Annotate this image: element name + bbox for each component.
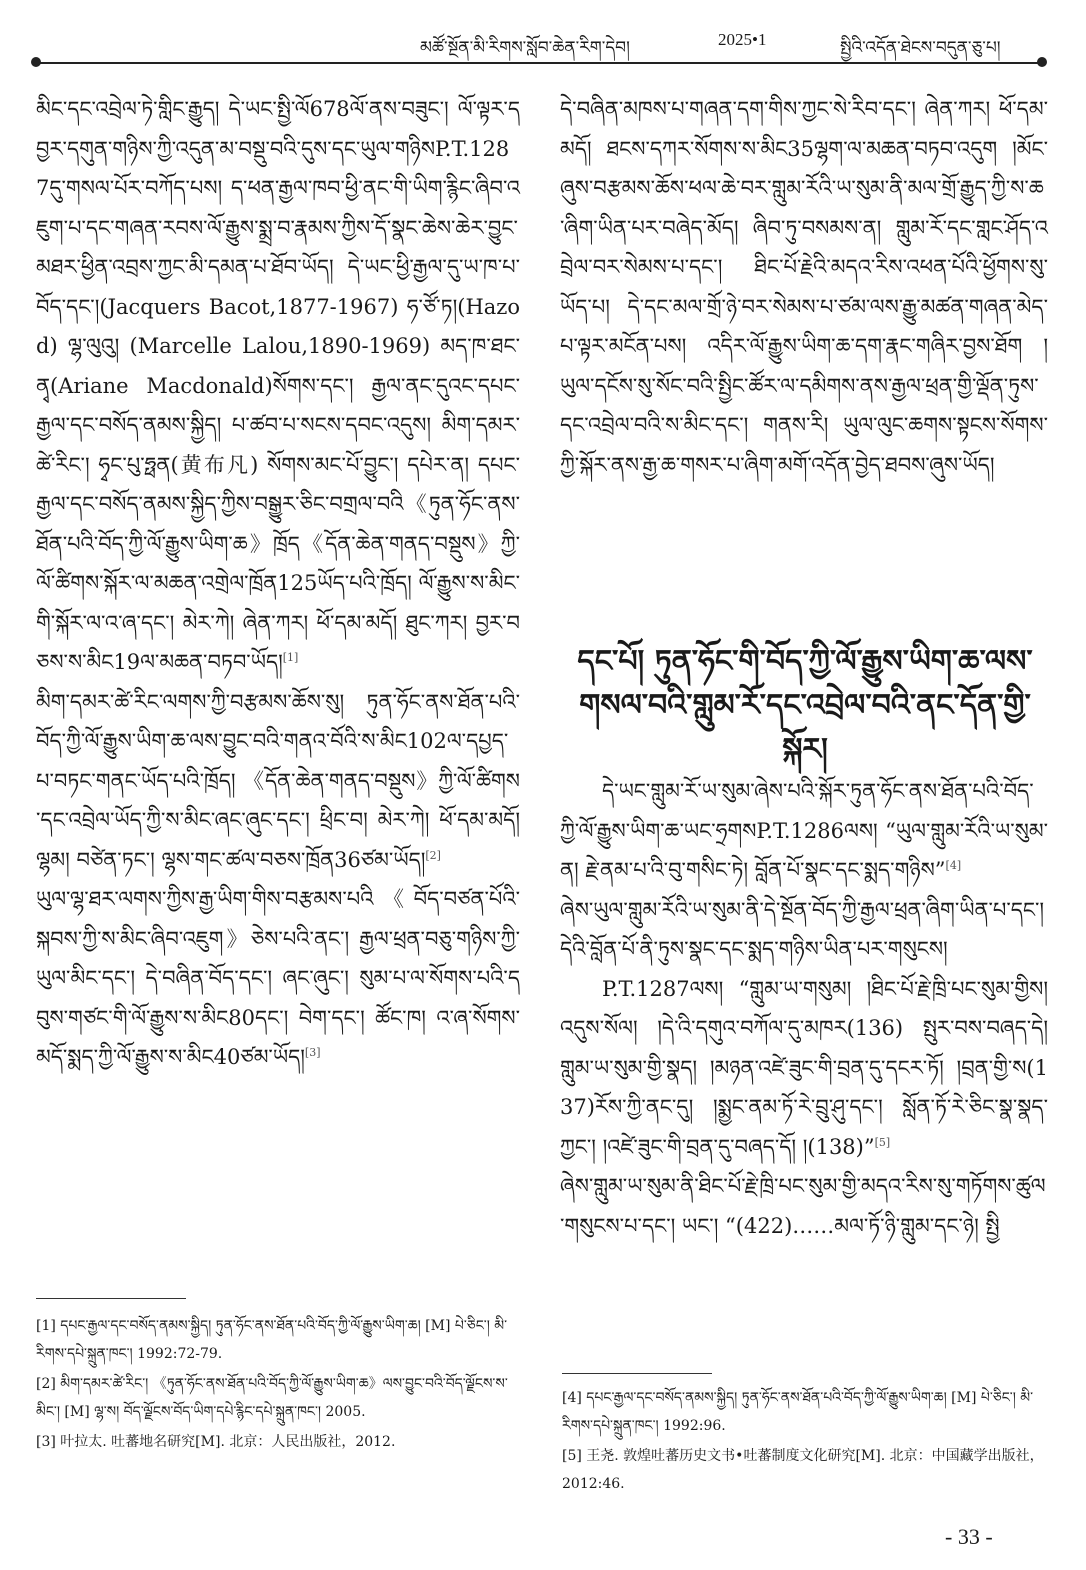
left-column [36, 90, 520, 1078]
footnote-ref: [3] [304, 1046, 321, 1059]
footnote-ref: [4] [945, 859, 962, 872]
paragraph: མིང་དང་འབྲེལ་ཏེ་གླིང་རྒྱུད། དེ་ཡང་སྤྱི་ལོ678ལོ་ནས་བཟུང་། ལོ་ལྟར་དབྱར་དགུན་གཉིས་ཀྱི་འདུན་མ་བསྡུ་བའི་དུས་དང་ཡུལ་གཉིསP.T.1287དུ་གསལ་པོར་བཀོད་པས། ད་ཕན་རྒྱལ་ཁབ་ཕྱི་ནང་གི་ཡིག་རྙིང་ཞིབ་འཇུག་པ་དང་གཞན་རབས་ལོ་རྒྱུས་སྨྲ་བ་རྣམས་ཀྱིས་དོ་སྣང་ཆེས་ཆེར་བྱུང་མཐར་ཕྱིན་འབྲས་ཀྱང་མི་དམན་པ་ཐོབ་ཡོད། དེ་ཡང་ཕྱི་རྒྱལ་དུ་ཡ་ཁ་པ་བོད་དང་།(Jacquers Bacot,1877-1967) ཧ་ཙོ་ཏ།(Hazod) ལྷ་ལུའུ། (Marcelle Lalou,1890-1969) མད་ཁ་ཐང་ནྭ(Ariane Macdonald)སོགས་དང་། རྒྱལ་ནང་དུའང་དཔང་རྒྱལ་དང་བསོད་ནམས་སྐྱིད། པ་ཚབ་པ་སངས་དབང་འདུས། མིག་དམར་ཚེ་རིང་། ཧྭང་པུ་ཧྥན(黄布凡) སོགས་མང་པོ་བྱུང་། དཔེར་ན། དཔང་རྒྱལ་དང་བསོད་ནམས་སྐྱིད་ཀྱིས་བསྒྱུར་ཅིང་བགྲལ་བའི《ཏུན་ཧོང་ནས་ཐོན་པའི་བོད་ཀྱི་ལོ་རྒྱུས་ཡིག་ཆ》ཁྲོད《དོན་ཆེན་གནད་བསྡུས》ཀྱི་ལོ་ཚིགས་སྐོར་ལ་མཆན་འགྲེལ་ཁྲོན125ཡོད་པའི་ཁྲོད། ལོ་རྒྱུས་ས་མིང་གི་སྐོར་ལ་འ་ཞ་དང་། མེར་ཀེ། ཞེན་ཀར། ཕོ་དམ་མདོ། ཐུང་ཀར། བྱར་བཅས་ས་མིང19ལ་མཆན་བཏབ་ཡོད། [36, 97, 520, 674]
footnote: [4] དཔང་རྒྱལ་དང་བསོད་ནམས་སྐྱིད། ཏུན་ཧོང་ནས་ཐོན་པའི་བོད་ཀྱི་ལོ་རྒྱུས་ཡིག་ཆ། [M] པེ་ཅིང་། མི་རིགས་དཔེ་སྐྲུན་ཁང་། 1992:96. [562, 1390, 1034, 1434]
paragraph: དེ་ཡང་གླུམ་རོ་ཡ་སུམ་ཞེས་པའི་སྐོར་ཏུན་ཧོང་ནས་ཐོན་པའི་བོད་ཀྱི་ལོ་རྒྱུས་ཡིག་ཆ་ཡང་ཧྲགསP.T.1286ལས། “ཡུལ་གླུམ་རོའི་ཡ་སུམ་ན། རྗེ་ནམ་པ་འི་བུ་གསིང་ཏེ། བློན་པོ་སྣང་དང་སྨད་གཉིས” [560, 779, 1048, 882]
header-rule [36, 62, 1042, 64]
footnote-rule [36, 1298, 186, 1299]
footnotes-left [36, 1312, 526, 1458]
page-number: - 33 - [945, 1524, 993, 1549]
issue-number: 2025•1 [718, 30, 767, 49]
footnote: [5] 王尧. 敦煌吐蕃历史文书•吐蕃制度文化研究[M]. 北京：中国藏学出版社，2012:46. [562, 1448, 1044, 1492]
right-column-top [560, 90, 1048, 485]
header-rule-dot-right [1037, 57, 1047, 67]
footnote: [1] དཔང་རྒྱལ་དང་བསོད་ནམས་སྐྱིད། ཏུན་ཧོང་ནས་ཐོན་པའི་བོད་ཀྱི་ལོ་རྒྱུས་ཡིག་ཆ། [M] པེ་ཅིང་། མི་རིགས་དཔེ་སྐྲུན་ཁང་། 1992:72-79. [36, 1318, 508, 1362]
footnote-ref: [1] [282, 651, 299, 664]
section-heading: དང་པོ། ཏུན་ཧོང་གི་བོད་ཀྱི་ལོ་རྒྱུས་ཡིག་ཆ་ལས་གསལ་བའི་གླུམ་རོ་དང་འབྲེལ་བའི་ནང་དོན་གྱི་སྐོར། [577, 644, 1033, 767]
running-header [0, 0, 1086, 70]
footnote: [2] མིག་དམར་ཚེ་རིང་། 《ཏུན་ཧོང་ནས་ཐོན་པའི་བོད་ཀྱི་ལོ་རྒྱུས་ཡིག་ཆ》ལས་བྱུང་བའི་བོད་ལྗོངས་ས་མིང་། [M] ལྷ་ས། བོད་ལྗོངས་བོད་ཡིག་དཔེ་རྙིང་དཔེ་སྐྲུན་ཁང་། 2005. [36, 1376, 508, 1420]
paragraph: མིག་དམར་ཚེ་རིང་ལགས་ཀྱི་བརྩམས་ཆོས་སུ། ཏུན་ཧོང་ནས་ཐོན་པའི་བོད་ཀྱི་ལོ་རྒྱུས་ཡིག་ཆ་ལས་བྱུང་བའི་གནའ་བོའི་ས་མིང102ལ་དཔྱད་པ་བཏང་གནང་ཡོད་པའི་ཁྲོད། 《དོན་ཆེན་གནད་བསྡུས》ཀྱི་ལོ་ཚིགས་དང་འབྲེལ་ཡོད་ཀྱི་ས་མིང་ཞང་ཞུང་དང་། ཕྲིང་བ། མེར་ཀེ། ཕོ་དམ་མདོ། ལྷམ། བཙེན་ཏང་། ལྷས་གང་ཚལ་བཅས་ཁྲོན36ཙམ་ཡོད། [36, 689, 520, 872]
right-column-bottom [560, 772, 1048, 1246]
paragraph: ཞེས་ཡུལ་གླུམ་རོའི་ཡ་སུམ་ནི་དེ་སྔོན་བོད་ཀྱི་རྒྱལ་ཕྲན་ཞིག་ཡིན་པ་དང་། དེའི་བློན་པོ་ནི་ཏུས་སྣང་དང་སྨད་གཉིས་ཡིན་པར་གསུངས། [560, 897, 1045, 961]
paragraph: ཡུལ་ལྷ་ཐར་ལགས་ཀྱིས་རྒྱ་ཡིག་གིས་བརྩམས་པའི《བོད་བཙན་པོའི་སྐབས་ཀྱི་ས་མིང་ཞིབ་འཇུག》ཅེས་པའི་ནང་། རྒྱལ་ཕྲན་བཅུ་གཉིས་ཀྱི་ཡུལ་མིང་དང་། དེ་བཞིན་བོད་དང་། ཞང་ཞུང་། སུམ་པ་ལ་སོགས་པའི་དབུས་གཙང་གི་ལོ་རྒྱུས་ས་མིང80དང་། བེག་དང་། ཚོང་ཁ། འ་ཞ་སོགས་མདོ་སྨད་ཀྱི་ལོ་རྒྱུས་ས་མིང40ཙམ་ཡོད། [36, 887, 520, 1069]
footnote-ref: [2] [425, 848, 441, 862]
paragraph: དེ་བཞིན་མཁས་པ་གཞན་དག་གིས་ཀྱང་སེ་རིབ་དང་། ཞེན་ཀར། ཕོ་དམ་མདོ། ཐངས་དཀར་སོགས་ས་མིང35ལྷག་ལ་མཆན་བཏབ་འདུག །མོང་ཞུས་བརྩམས་ཆོས་ཕལ་ཆེ་བར་གླུམ་རོའི་ཡ་སུམ་ནི་མལ་གྲོ་རྒྱུད་ཀྱི་ས་ཆ་ཞིག་ཡིན་པར་བཞེད་མོད། ཞིབ་ཏུ་བསམས་ན། གླུམ་རོ་དང་གླང་ཤོད་འབྲེལ་བར་སེམས་པ་དང་། ཐིང་པོ་རྗེའི་མདའ་རིས་འཕན་པོའི་ཕྱོགས་སུ་ཡོད་པ། དེ་དང་མལ་གྲོ་ཉེ་བར་སེམས་པ་ཙམ་ལས་རྒྱུ་མཚན་གཞན་མེད་པ་ལྟར་མངོན་པས། འདིར་ལོ་རྒྱུས་ཡིག་ཆ་དག་རྣང་གཞིར་བྱས་ཐོག །ཡུལ་དངོས་སུ་སོང་བའི་སྤྱིང་ཚོར་ལ་དམིགས་ནས་རྒྱལ་ཕྲན་གྱི་ལྡོན་ཏུས་དང་འབྲེལ་བའི་ས་མིང་དང་། གནས་རི། ཡུལ་ལུང་ཆགས་སྟངས་སོགས་ཀྱི་སྐོར་ནས་རྒྱ་ཆ་གསར་པ་ཞིག་མགོ་འདོན་བྱེད་ཐབས་ཞུས་ཡོད། [560, 97, 1048, 477]
issue-series: སྤྱིའི་འདོན་ཐེངས་བདུན་ཅུ་པ། [840, 38, 1001, 58]
footnote-ref: [5] [874, 1135, 891, 1149]
paragraph: ཞེས་གླུམ་ཡ་སུམ་ནི་ཐིང་པོ་རྗེ་ཁྲི་པང་སུམ་གྱི་མདའ་རིས་སུ་གཏོགས་ཚུལ་གསུངས་པ་དང་། ཡང་། “(422)……མལ་ཏོ་ཉི་གླུམ་དང་ཉེ། སྤྱི [560, 1174, 1046, 1238]
footnotes-right [562, 1384, 1048, 1500]
footnote: [3] 叶拉太. 吐蕃地名研究[M]. 北京：人民出版社，2012. [36, 1434, 396, 1450]
header-rule-dot-left [31, 57, 41, 67]
paragraph: P.T.1287ལས། “གླུམ་ཡ་གསུམ། །ཐིང་པོ་རྗེ་ཁྲི་པང་སུམ་གྱིས། འདུས་སོལ། །དེ་འི་དགུའ་བཀོལ་དུ་མཁར(136) སྤུར་བས་བཞད་དེ། གླུམ་ཡ་སུམ་གྱི་སྣད། །མཉན་འཛེ་ཟུང་གི་བྲན་དུ་དངར་ཏོ། །བྲན་གྱི་ས(137)རོས་ཀྱི་ནང་དུ། །སྨྱང་ནམ་ཏོ་རེ་བྲུ་ཤུ་དང་། སློན་ཏོ་རེ་ཅིང་སྣ་སྣད་ཀྱང་། །འཛེ་ཟུང་གི་བྲན་དུ་བཞད་དོ། །(138)” [560, 976, 1048, 1159]
journal-title: མཚོ་སྔོན་མི་རིགས་སློབ་ཆེན་རིག་དེབ། [420, 38, 630, 58]
footnote-rule [562, 1373, 712, 1374]
